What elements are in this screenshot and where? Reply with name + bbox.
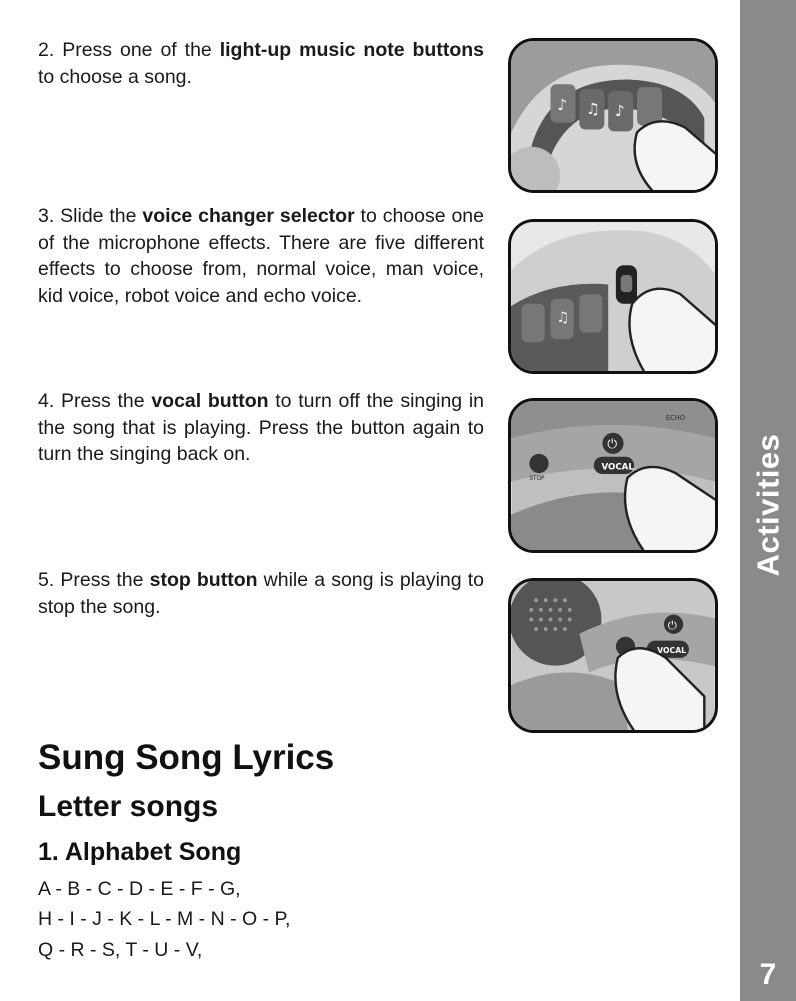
power-icon: ⏻ <box>667 618 677 633</box>
step-5-text: 5. Press the stop button while a song is playing to stop the song. <box>38 569 484 618</box>
voice-changer-slider <box>621 275 633 292</box>
music-note-buttons-illustration <box>511 41 715 190</box>
stop-button-photo <box>508 578 718 733</box>
note-button-4 <box>637 87 662 125</box>
song-title: 1. Alphabet Song <box>38 838 242 866</box>
section-subtitle: Letter songs <box>38 790 219 823</box>
note-button <box>522 304 545 342</box>
stop-button-illustration <box>511 581 715 730</box>
music-note-icon: ♪ <box>557 96 568 115</box>
vocal-button-illustration <box>511 401 715 550</box>
music-note-buttons-photo <box>508 38 718 193</box>
section-tab <box>740 420 796 590</box>
step-4-text: 4. Press the vocal button to turn off the singing in the song that is playing. Press the button again to turn the singing back on. <box>38 390 485 465</box>
voice-changer-photo <box>508 219 718 374</box>
section-tab-label: Activities <box>750 433 785 577</box>
vocal-button-photo <box>508 398 718 553</box>
lyric-line: Q - R - S, T - U - V, <box>38 939 203 961</box>
stop-label: STOP <box>529 475 545 482</box>
lyric-line: A - B - C - D - E - F - G, <box>38 878 241 900</box>
music-note-icon: ♫ <box>556 309 570 326</box>
voice-changer-illustration <box>511 222 715 371</box>
keyword-music-note-buttons: light-up music note buttons <box>219 39 485 61</box>
lyric-line: H - I - J - K - L - M - N - O - P, <box>38 908 291 930</box>
keyword-voice-changer-selector: voice changer selector <box>142 205 355 227</box>
keyword-stop-button: stop button <box>149 569 258 591</box>
step-2-text: 2. Press one of the light-up music note buttons to choose a song. <box>38 39 485 88</box>
music-note-icon: ♪ <box>614 101 625 120</box>
vocal-label: VOCAL <box>601 462 634 473</box>
keyword-vocal-button: vocal button <box>151 390 269 412</box>
section-title: Sung Song Lyrics <box>38 738 335 777</box>
power-icon: ⏻ <box>607 436 618 452</box>
stop-button <box>529 454 548 473</box>
vocal-label: VOCAL <box>657 646 687 656</box>
step-3-text: 3. Slide the voice changer selector to choose one of the microphone effects. There are five different effects to choose from, normal voice, man voice, kid voice, robot voice and echo voice. <box>38 205 484 307</box>
page-number: 7 <box>759 958 777 991</box>
music-note-icon: ♫ <box>586 100 600 119</box>
note-button <box>579 294 602 332</box>
echo-label: ECHO <box>665 414 686 423</box>
